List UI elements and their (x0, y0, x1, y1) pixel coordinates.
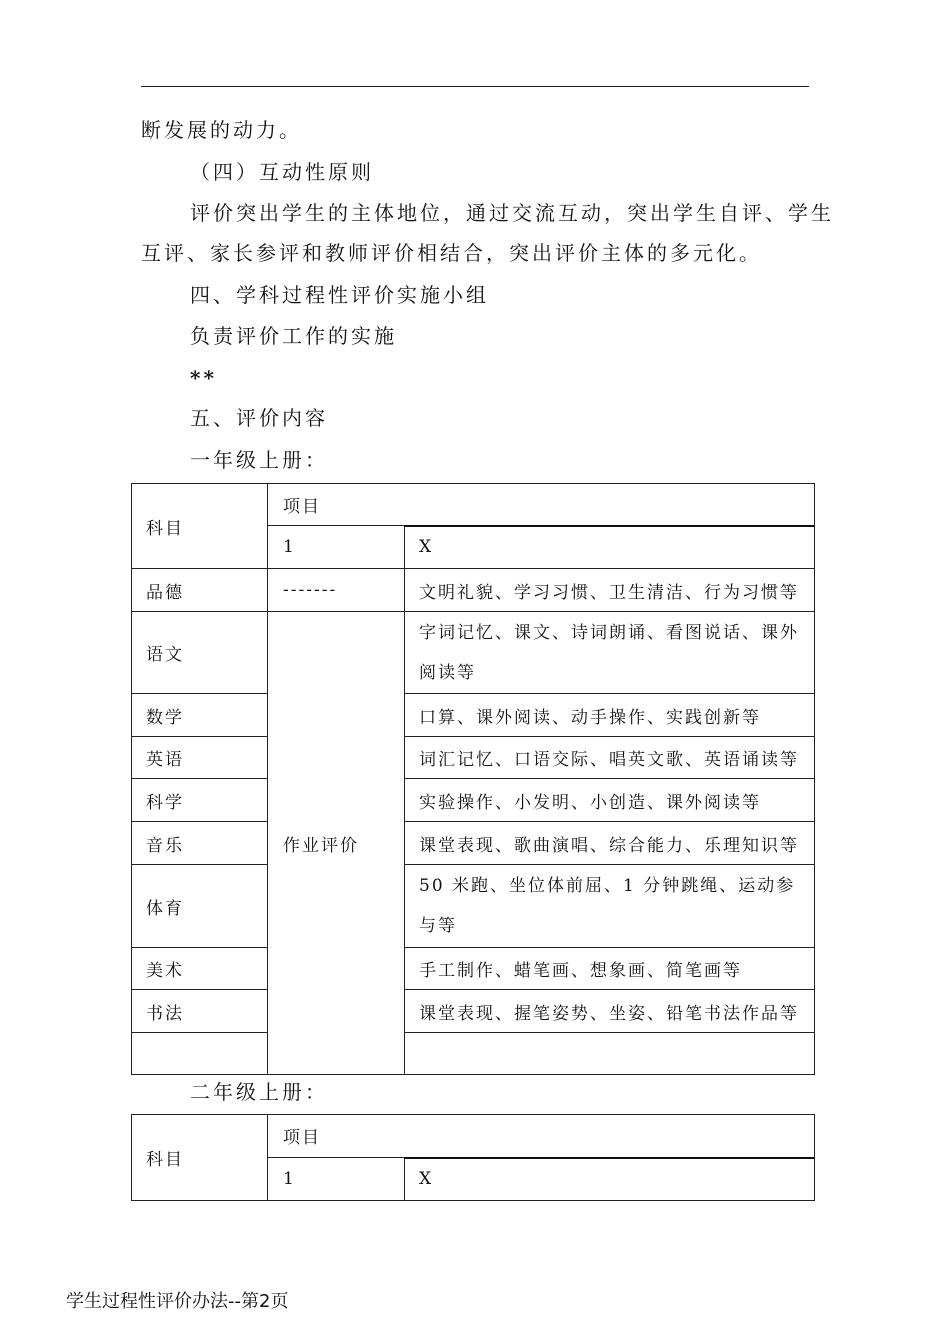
subject-cell: 科学 (132, 779, 268, 822)
placeholder-text: ** (190, 366, 217, 390)
subject-cell: 数学 (132, 694, 268, 737)
content-cell: 字词记忆、课文、诗词朗诵、看图说话、课外阅读等 (405, 612, 815, 694)
content-cell (405, 1033, 815, 1075)
item-header: 项目 (268, 484, 815, 526)
paragraph-continuation: 断发展的动力。 (141, 118, 302, 142)
content-cell: 口算、课外阅读、动手操作、实践创新等 (405, 694, 815, 737)
item-header: 项目 (268, 1115, 815, 1158)
subject-cell: 体育 (132, 865, 268, 948)
col3-header: X (405, 526, 815, 569)
section-heading-group: 四、学科过程性评价实施小组 (190, 283, 489, 307)
content-cell: 实验操作、小发明、小创造、课外阅读等 (405, 779, 815, 822)
subject-cell: 美术 (132, 948, 268, 990)
subject-header: 科目 (132, 484, 268, 569)
content-cell: 课堂表现、歌曲演唱、综合能力、乐理知识等 (405, 822, 815, 865)
content-cell: 文明礼貌、学习习惯、卫生清洁、行为习惯等 (405, 569, 815, 612)
item-cell: ------- (268, 569, 405, 612)
subject-cell: 书法 (132, 990, 268, 1033)
subject-cell: 英语 (132, 737, 268, 779)
paragraph-line: 互评、家长参评和教师评价相结合，突出评价主体的多元化。 (141, 241, 762, 265)
paragraph-line: 评价突出学生的主体地位，通过交流互动，突出学生自评、学生 (190, 201, 834, 225)
content-cell: 50 米跑、坐位体前屈、1 分钟跳绳、运动参与等 (405, 865, 815, 948)
grade2-label: 二年级上册： (190, 1080, 328, 1104)
paragraph-line: 负责评价工作的实施 (190, 324, 397, 348)
subject-cell: 品德 (132, 569, 268, 612)
header-rule (141, 86, 809, 87)
section-heading-content: 五、评价内容 (190, 406, 328, 430)
subject-cell: 音乐 (132, 822, 268, 865)
section-heading-interactivity: （四）互动性原则 (190, 160, 374, 184)
subject-header: 科目 (132, 1115, 268, 1201)
content-cell: 词汇记忆、口语交际、唱英文歌、英语诵读等 (405, 737, 815, 779)
content-cell: 手工制作、蜡笔画、想象画、简笔画等 (405, 948, 815, 990)
page-footer: 学生过程性评价办法--第2页 (66, 1291, 289, 1312)
subject-cell: 语文 (132, 612, 268, 694)
grade2-table (131, 1114, 815, 1201)
col2-header: 1 (268, 1158, 405, 1201)
content-cell: 课堂表现、握笔姿势、坐姿、铅笔书法作品等 (405, 990, 815, 1033)
merged-item-cell: 作业评价 (268, 612, 405, 1075)
col3-header: X (405, 1158, 815, 1201)
subject-cell (132, 1033, 268, 1075)
grade1-table (131, 483, 815, 1075)
col2-header: 1 (268, 526, 405, 569)
grade1-label: 一年级上册： (190, 448, 328, 472)
